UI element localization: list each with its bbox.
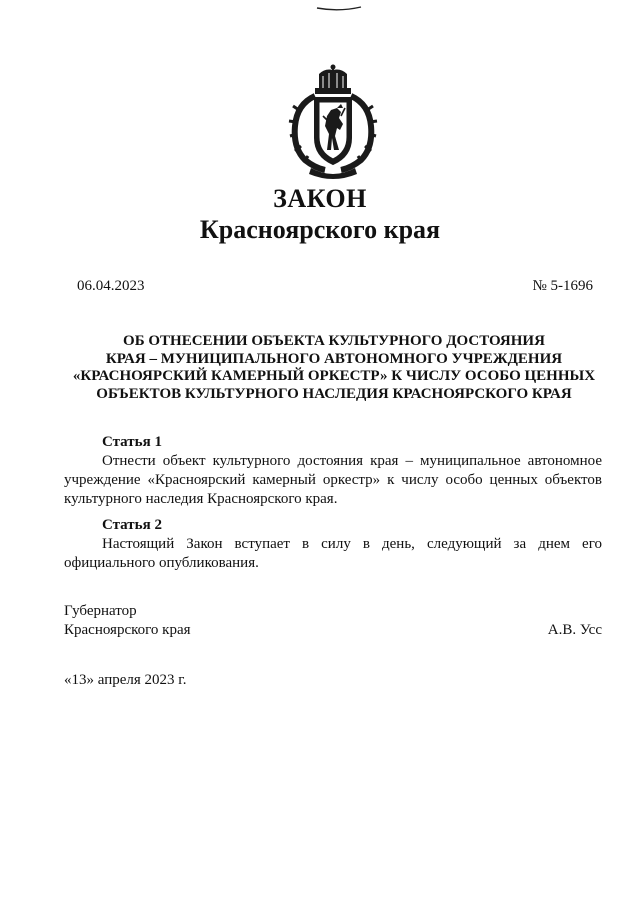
law-number: № 5-1696 xyxy=(532,278,593,294)
article-text: Отнести объект культурного достояния края – муниципальное автономное учреждение «Красноярский камерный оркестр» к числу особо ценных объектов культурного наследия Красноярского края. xyxy=(64,453,602,507)
article-title: Статья 2 xyxy=(102,517,162,533)
law-date: 06.04.2023 xyxy=(77,278,145,294)
article-title: Статья 1 xyxy=(102,434,162,450)
article-2 xyxy=(64,516,602,573)
signature-block xyxy=(64,602,602,640)
signer-position-region: Красноярского края xyxy=(64,622,191,638)
law-region: Красноярского края xyxy=(199,215,441,244)
law-heading xyxy=(40,333,628,403)
sign-date: «13» апреля 2023 г. xyxy=(64,672,187,688)
heading-line: «КРАСНОЯРСКИЙ КАМЕРНЫЙ ОРКЕСТР» К ЧИСЛУ ОСОБО ЦЕННЫХ xyxy=(72,368,596,384)
heading-line: КРАЯ – МУНИЦИПАЛЬНОГО АВТОНОМНОГО УЧРЕЖДЕНИЯ xyxy=(105,350,563,367)
signer-name: А.В. Усс xyxy=(547,622,602,638)
heading-line: ОБЪЕКТОВ КУЛЬТУРНОГО НАСЛЕДИЯ КРАСНОЯРСКОГО КРАЯ xyxy=(96,385,572,402)
coat-of-arms-icon xyxy=(285,64,381,182)
signer-position: Губернатор xyxy=(64,603,137,619)
heading-line: ОБ ОТНЕСЕНИИ ОБЪЕКТА КУЛЬТУРНОГО ДОСТОЯНИЯ xyxy=(123,333,545,349)
article-1 xyxy=(64,433,602,509)
law-title: ЗАКОН xyxy=(273,184,367,213)
scan-mark-icon xyxy=(316,6,362,12)
article-text: Настоящий Закон вступает в силу в день, следующий за днем его официального опубликования. xyxy=(64,536,602,571)
